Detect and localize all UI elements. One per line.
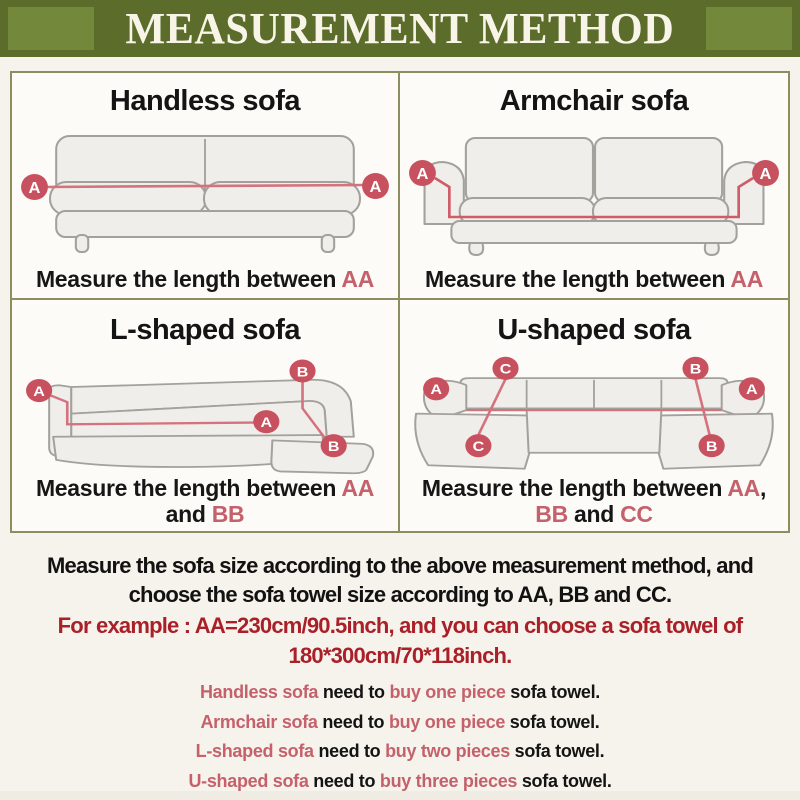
measure-point-a-left bbox=[423, 377, 449, 400]
l-shaped-sofa-illustration bbox=[19, 355, 391, 475]
marker-label: B bbox=[327, 438, 340, 455]
caption-text: and bbox=[567, 501, 621, 527]
rule-quantity: buy one piece bbox=[388, 711, 506, 732]
marker-label: A bbox=[759, 165, 772, 183]
rule-line-l-shaped bbox=[0, 737, 800, 767]
panel-handless-sofa bbox=[12, 73, 400, 300]
measure-point-a-right bbox=[739, 377, 765, 400]
caption-text: Measure the length between bbox=[35, 266, 342, 292]
handless-sofa-illustration bbox=[19, 126, 391, 256]
marker-label: B bbox=[296, 364, 309, 381]
caption-aa: AA bbox=[341, 475, 375, 501]
rule-connector: need to bbox=[308, 770, 380, 791]
caption-text: Measure the length between bbox=[421, 475, 728, 501]
example-line-1: For example : AA=230cm/90.5inch, and you can choose a sofa towel of bbox=[57, 613, 743, 638]
measure-point-b-top bbox=[682, 357, 708, 380]
measure-point-a-right bbox=[752, 160, 779, 186]
caption-text: and bbox=[165, 501, 212, 527]
caption-line-2 bbox=[12, 501, 398, 527]
panel-caption bbox=[12, 266, 398, 292]
panel-u-shaped-sofa bbox=[400, 300, 788, 531]
rule-connector: need to bbox=[313, 741, 386, 761]
u-shaped-sofa-illustration bbox=[408, 355, 780, 475]
caption-bb: BB bbox=[211, 501, 245, 527]
caption-aa: AA bbox=[727, 475, 760, 501]
marker-label: A bbox=[430, 381, 442, 398]
measure-point-a-left bbox=[21, 174, 48, 200]
rule-subject: L-shaped sofa bbox=[195, 741, 314, 761]
caption-aa: AA bbox=[730, 266, 764, 292]
marker-label: B bbox=[689, 361, 702, 378]
marker-label: A bbox=[28, 179, 41, 197]
marker-label: A bbox=[416, 165, 429, 183]
rule-quantity: buy three pieces bbox=[379, 770, 518, 791]
marker-label: A bbox=[369, 178, 382, 196]
rule-line-armchair bbox=[0, 708, 800, 738]
page-title: MEASUREMENT METHOD bbox=[125, 4, 675, 53]
rule-connector: need to bbox=[318, 682, 390, 702]
rule-tail: sofa towel. bbox=[509, 741, 605, 761]
panel-title: U-shaped sofa bbox=[497, 314, 691, 346]
rule-quantity: buy one piece bbox=[389, 682, 506, 702]
purchase-rules bbox=[0, 678, 800, 796]
caption-line-1 bbox=[400, 475, 788, 501]
panel-caption bbox=[400, 475, 788, 527]
panel-title: Handless sofa bbox=[109, 85, 301, 117]
summary-text bbox=[0, 551, 800, 609]
caption-comma: , bbox=[759, 475, 767, 501]
marker-label: A bbox=[260, 414, 273, 431]
panel-armchair-sofa bbox=[400, 73, 788, 300]
rule-subject: Handless sofa bbox=[199, 682, 319, 702]
measure-point-a-left bbox=[409, 160, 436, 186]
summary-line-2: choose the sofa towel size according to AA, BB and CC. bbox=[128, 582, 672, 607]
measure-point-c-top bbox=[492, 357, 518, 380]
panel-title: Armchair sofa bbox=[499, 85, 689, 117]
panel-l-shaped-sofa bbox=[12, 300, 400, 531]
caption-aa: AA bbox=[341, 266, 375, 292]
panel-title: L-shaped sofa bbox=[109, 314, 301, 346]
caption-text: Measure the length between bbox=[35, 475, 342, 501]
panel-caption bbox=[12, 475, 398, 527]
caption-cc: CC bbox=[620, 501, 653, 527]
measure-point-a-right bbox=[362, 173, 389, 199]
caption-line-1 bbox=[12, 475, 398, 501]
measure-point-b-chaise bbox=[321, 434, 347, 457]
measure-point-a-middle bbox=[253, 410, 279, 433]
banner-title-wrap bbox=[0, 0, 800, 57]
footer-strip bbox=[0, 791, 800, 800]
rule-line-handless bbox=[0, 678, 800, 708]
rule-connector: need to bbox=[317, 711, 389, 732]
caption-bb: BB bbox=[535, 501, 568, 527]
marker-label: C bbox=[499, 361, 512, 378]
marker-label: A bbox=[33, 383, 45, 400]
rule-tail: sofa towel. bbox=[505, 682, 601, 702]
marker-label: A bbox=[746, 381, 758, 398]
example-text bbox=[0, 611, 800, 671]
rule-quantity: buy two pieces bbox=[385, 741, 510, 761]
measurement-grid bbox=[10, 71, 790, 533]
summary-line-1: Measure the sofa size according to the above measurement method, and bbox=[46, 553, 754, 578]
measure-point-b-chaise bbox=[699, 434, 725, 457]
caption-line-2 bbox=[400, 501, 788, 527]
caption-text: Measure the length between bbox=[424, 266, 731, 292]
rule-tail: sofa towel. bbox=[517, 770, 612, 791]
measure-point-a-corner bbox=[26, 379, 52, 402]
marker-label: C bbox=[472, 438, 485, 455]
rule-subject: U-shaped sofa bbox=[188, 770, 309, 791]
panel-caption bbox=[400, 266, 788, 292]
measure-point-c-chaise bbox=[465, 434, 491, 457]
marker-label: B bbox=[705, 438, 718, 455]
header-banner bbox=[0, 0, 800, 57]
example-line-2: 180*300cm/70*118inch. bbox=[288, 643, 512, 668]
rule-subject: Armchair sofa bbox=[200, 711, 318, 732]
measure-point-b-top bbox=[289, 359, 315, 382]
armchair-sofa-illustration bbox=[408, 126, 780, 256]
rule-tail: sofa towel. bbox=[505, 711, 600, 732]
